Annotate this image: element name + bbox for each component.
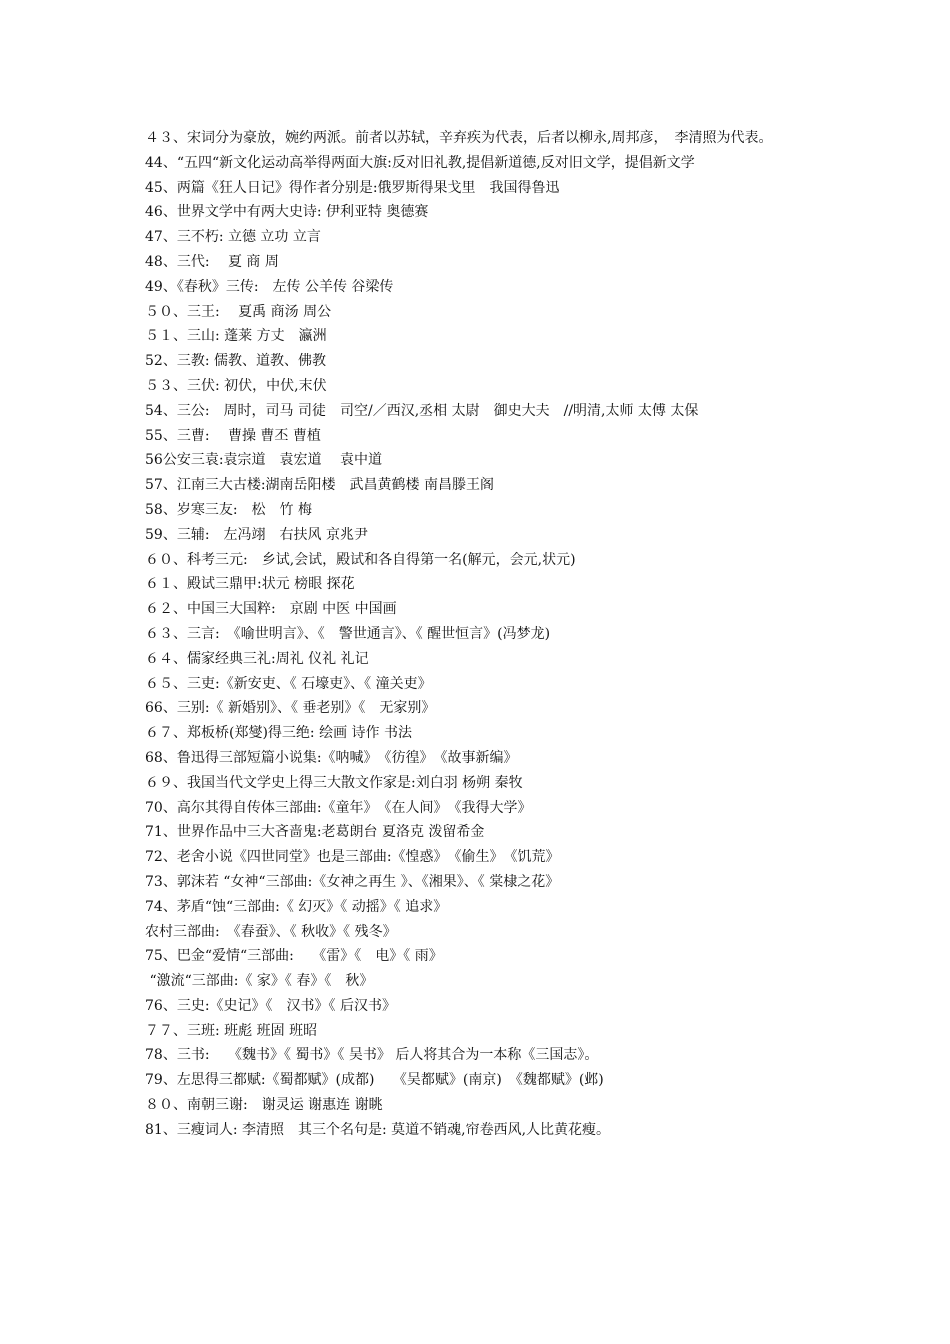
text-line: 55、三曹: 曹操 曹丕 曹植 — [145, 427, 321, 444]
text-line: ６４、儒家经典三礼:周礼 仪礼 礼记 — [145, 650, 369, 667]
text-line: ６１、殿试三鼎甲:状元 榜眼 探花 — [145, 576, 355, 593]
text-line: 59、三辅: 左冯翊 右扶风 京兆尹 — [145, 526, 368, 543]
text-line: 81、三瘦词人: 李清照 其三个名句是: 莫道不销魂,帘卷西风,人比黄花瘦。 — [145, 1121, 611, 1138]
text-line: 66、三别:《 新婚别》、《 垂老别》《 无家别》 — [145, 700, 436, 717]
text-line: 57、江南三大古楼:湖南岳阳楼 武昌黄鹤楼 南昌滕王阁 — [145, 477, 494, 494]
text-line: ６０、科考三元: 乡试,会试，殿试和各自得第一名(解元，会元,状元) — [145, 551, 576, 568]
text-line: 45、两篇《狂人日记》得作者分别是:俄罗斯得果戈里 我国得鲁迅 — [145, 179, 560, 196]
text-line: 75、巴金“爱情“三部曲: 《雷》《 电》《 雨》 — [145, 948, 443, 965]
text-line: 68、鲁迅得三部短篇小说集:《呐喊》 《彷徨》 《故事新编》 — [145, 749, 518, 766]
text-line: ５３、三伏: 初伏，中伏,末伏 — [145, 377, 327, 394]
text-line: 70、高尔其得自传体三部曲:《童年》 《在人间》 《我得大学》 — [145, 799, 532, 816]
text-line: 76、三史:《史记》《 汉书》《 后汉书》 — [145, 997, 396, 1014]
text-line: 54、三公: 周时，司马 司徒 司空/／西汉,丞相 太尉 御史大夫 //明清,太师 太傅 太保 — [145, 402, 699, 419]
text-line: 农村三部曲: 《春蚕》、《 秋收》《 残冬》 — [145, 923, 397, 940]
text-line: ５１、三山: 蓬莱 方丈 瀛洲 — [145, 328, 327, 345]
text-line: 73、郭沫若 “女神“三部曲:《女神之再生 》、《湘果》、《 棠棣之花》 — [145, 873, 560, 890]
text-line: 58、岁寒三友: 松 竹 梅 — [145, 501, 312, 518]
text-line: 49、《春秋》三传: 左传 公羊传 谷梁传 — [145, 278, 394, 295]
text-line: 79、左思得三都赋:《蜀都赋》(成都) 《吴都赋》(南京) 《魏都赋》(邺) — [145, 1072, 604, 1089]
text-line: 78、三书: 《魏书》《 蜀书》《 吴书》 后人将其合为一本称《三国志》。 — [145, 1047, 599, 1064]
text-line: ６９、我国当代文学史上得三大散文作家是:刘白羽 杨朔 秦牧 — [145, 774, 523, 791]
text-line: ６２、中国三大国粹: 京剧 中医 中国画 — [145, 601, 397, 618]
text-line: 52、三教: 儒教、道教、佛教 — [145, 353, 326, 370]
text-line: 72、老舍小说《四世同堂》也是三部曲:《惶惑》 《偷生》 《饥荒》 — [145, 849, 560, 866]
document-body — [145, 126, 813, 1143]
text-line: ５０、三王: 夏禹 商汤 周公 — [145, 303, 332, 320]
text-line: ８０、南朝三谢: 谢灵运 谢惠连 谢眺 — [145, 1097, 383, 1114]
text-line: 47、三不朽: 立德 立功 立言 — [145, 229, 321, 246]
text-line: 71、世界作品中三大吝啬鬼:老葛朗台 夏洛克 泼留希金 — [145, 824, 485, 841]
text-line: 74、茅盾“蚀“三部曲:《 幻灭》《 动摇》《 追求》 — [145, 898, 448, 915]
text-line: ６３、三言: 《喻世明言》、《 警世通言》、《 醒世恒言》(冯梦龙) — [145, 625, 551, 642]
text-line: 56公安三袁:袁宗道 袁宏道 袁中道 — [145, 452, 382, 469]
text-line: ４３、宋词分为豪放，婉约两派。前者以苏轼，辛弃疾为代表，后者以柳永,周邦彦， 李清照为代表。 — [145, 130, 773, 146]
text-line: 48、三代: 夏 商 周 — [145, 253, 279, 270]
text-line: 46、世界文学中有两大史诗: 伊利亚特 奥德赛 — [145, 204, 429, 221]
text-line: 44、“五四“新文化运动高举得两面大旗:反对旧礼教,提倡新道德,反对旧文学，提倡新文学 — [145, 154, 695, 171]
text-line: ６５、三吏:《新安吏、《 石壕吏》、《 潼关吏》 — [145, 675, 432, 692]
text-line: ７７、三班: 班彪 班固 班昭 — [145, 1022, 318, 1039]
text-line: “激流“三部曲:《 家》《 春》《 秋》 — [145, 973, 374, 990]
text-line: ６７、郑板桥(郑燮)得三绝: 绘画 诗作 书法 — [145, 725, 412, 742]
